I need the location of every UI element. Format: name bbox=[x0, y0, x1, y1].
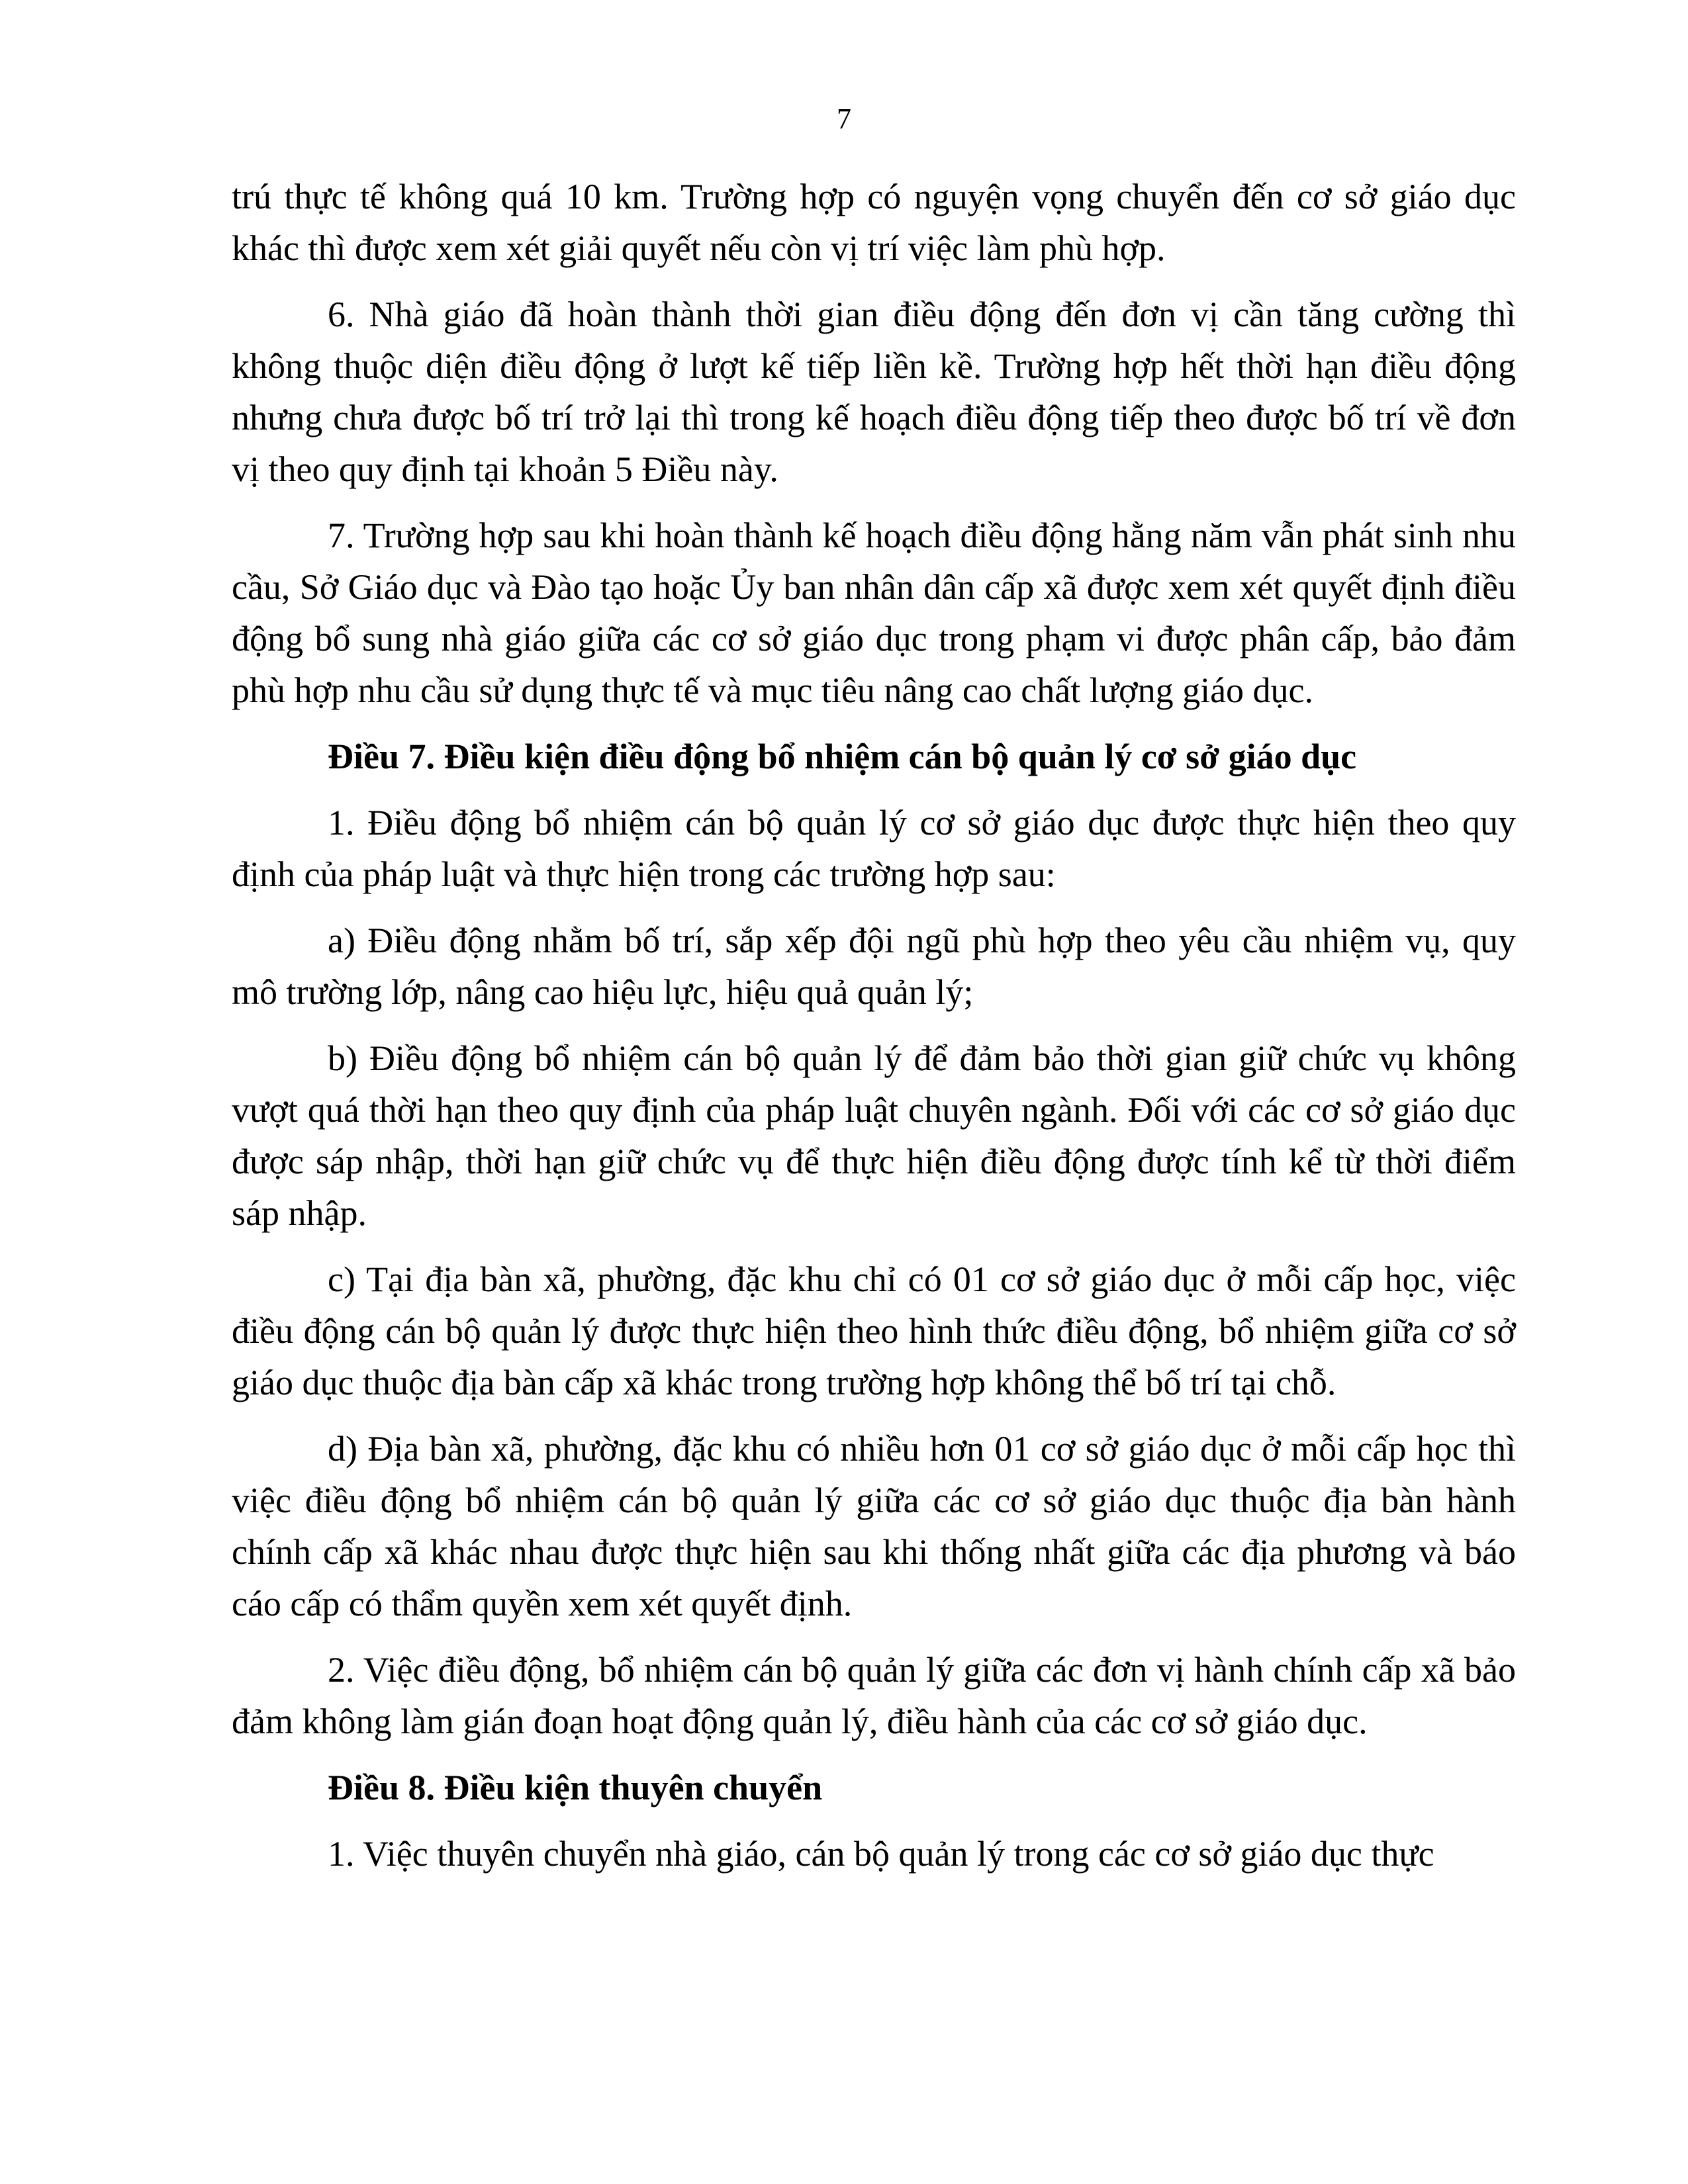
article-7-point-d: d) Địa bàn xã, phường, đặc khu có nhiều hơn 01 cơ sở giáo dục ở mỗi cấp học thì việc điều động bổ nhiệm cán bộ quản lý giữa các cơ sở giáo dục thuộc địa bàn hành chính cấp xã khác nhau được thực hiện sau khi thống nhất giữa các địa phương và báo cáo cấp có thẩm quyền xem xét quyết định. bbox=[232, 1429, 1516, 1623]
article-8-clause-1: 1. Việc thuyên chuyển nhà giáo, cán bộ quản lý trong các cơ sở giáo dục thực bbox=[328, 1834, 1434, 1874]
article-7-point-c: c) Tại địa bàn xã, phường, đặc khu chỉ có 01 cơ sở giáo dục ở mỗi cấp học, việc điều động cán bộ quản lý được thực hiện theo hình thức điều động, bổ nhiệm giữa cơ sở giáo dục thuộc địa bàn cấp xã khác trong trường hợp không thể bố trí tại chỗ. bbox=[232, 1259, 1516, 1402]
article-7-point-a: a) Điều động nhằm bố trí, sắp xếp đội ngũ phù hợp theo yêu cầu nhiệm vụ, quy mô trường lớp, nâng cao hiệu lực, hiệu quả quản lý; bbox=[232, 921, 1516, 1012]
article-7-clause-1: 1. Điều động bổ nhiệm cán bộ quản lý cơ sở giáo dục được thực hiện theo quy định của pháp luật và thực hiện trong các trường hợp sau: bbox=[232, 803, 1516, 894]
article-8-heading: Điều 8. Điều kiện thuyên chuyển bbox=[328, 1768, 823, 1807]
article-7-clause-2: 2. Việc điều động, bổ nhiệm cán bộ quản lý giữa các đơn vị hành chính cấp xã bảo đảm không làm gián đoạn hoạt động quản lý, điều hành của các cơ sở giáo dục. bbox=[232, 1650, 1516, 1741]
page-number: 7 bbox=[837, 103, 851, 135]
paragraph-continuation: trú thực tế không quá 10 km. Trường hợp có nguyện vọng chuyển đến cơ sở giáo dục khác thì được xem xét giải quyết nếu còn vị trí việc làm phù hợp. bbox=[232, 177, 1516, 268]
article-7-point-b: b) Điều động bổ nhiệm cán bộ quản lý để đảm bảo thời gian giữ chức vụ không vượt quá thời hạn theo quy định của pháp luật chuyên ngành. Đối với các cơ sở giáo dục được sáp nhập, thời hạn giữ chức vụ để thực hiện điều động được tính kể từ thời điểm sáp nhập. bbox=[232, 1038, 1516, 1233]
paragraph-clause-7: 7. Trường hợp sau khi hoàn thành kế hoạch điều động hằng năm vẫn phát sinh nhu cầu, Sở Giáo dục và Đào tạo hoặc Ủy ban nhân dân cấp xã được xem xét quyết định điều động bổ sung nhà giáo giữa các cơ sở giáo dục trong phạm vi được phân cấp, bảo đảm phù hợp nhu cầu sử dụng thực tế và mục tiêu nâng cao chất lượng giáo dục. bbox=[232, 516, 1516, 710]
document-body bbox=[232, 171, 1516, 1894]
paragraph-clause-6: 6. Nhà giáo đã hoàn thành thời gian điều động đến đơn vị cần tăng cường thì không thuộc diện điều động ở lượt kế tiếp liền kề. Trường hợp hết thời hạn điều động nhưng chưa được bố trí trở lại thì trong kế hoạch điều động tiếp theo được bố trí về đơn vị theo quy định tại khoản 5 Điều này. bbox=[232, 295, 1516, 489]
article-7-heading: Điều 7. Điều kiện điều động bổ nhiệm cán bộ quản lý cơ sở giáo dục bbox=[328, 737, 1357, 776]
